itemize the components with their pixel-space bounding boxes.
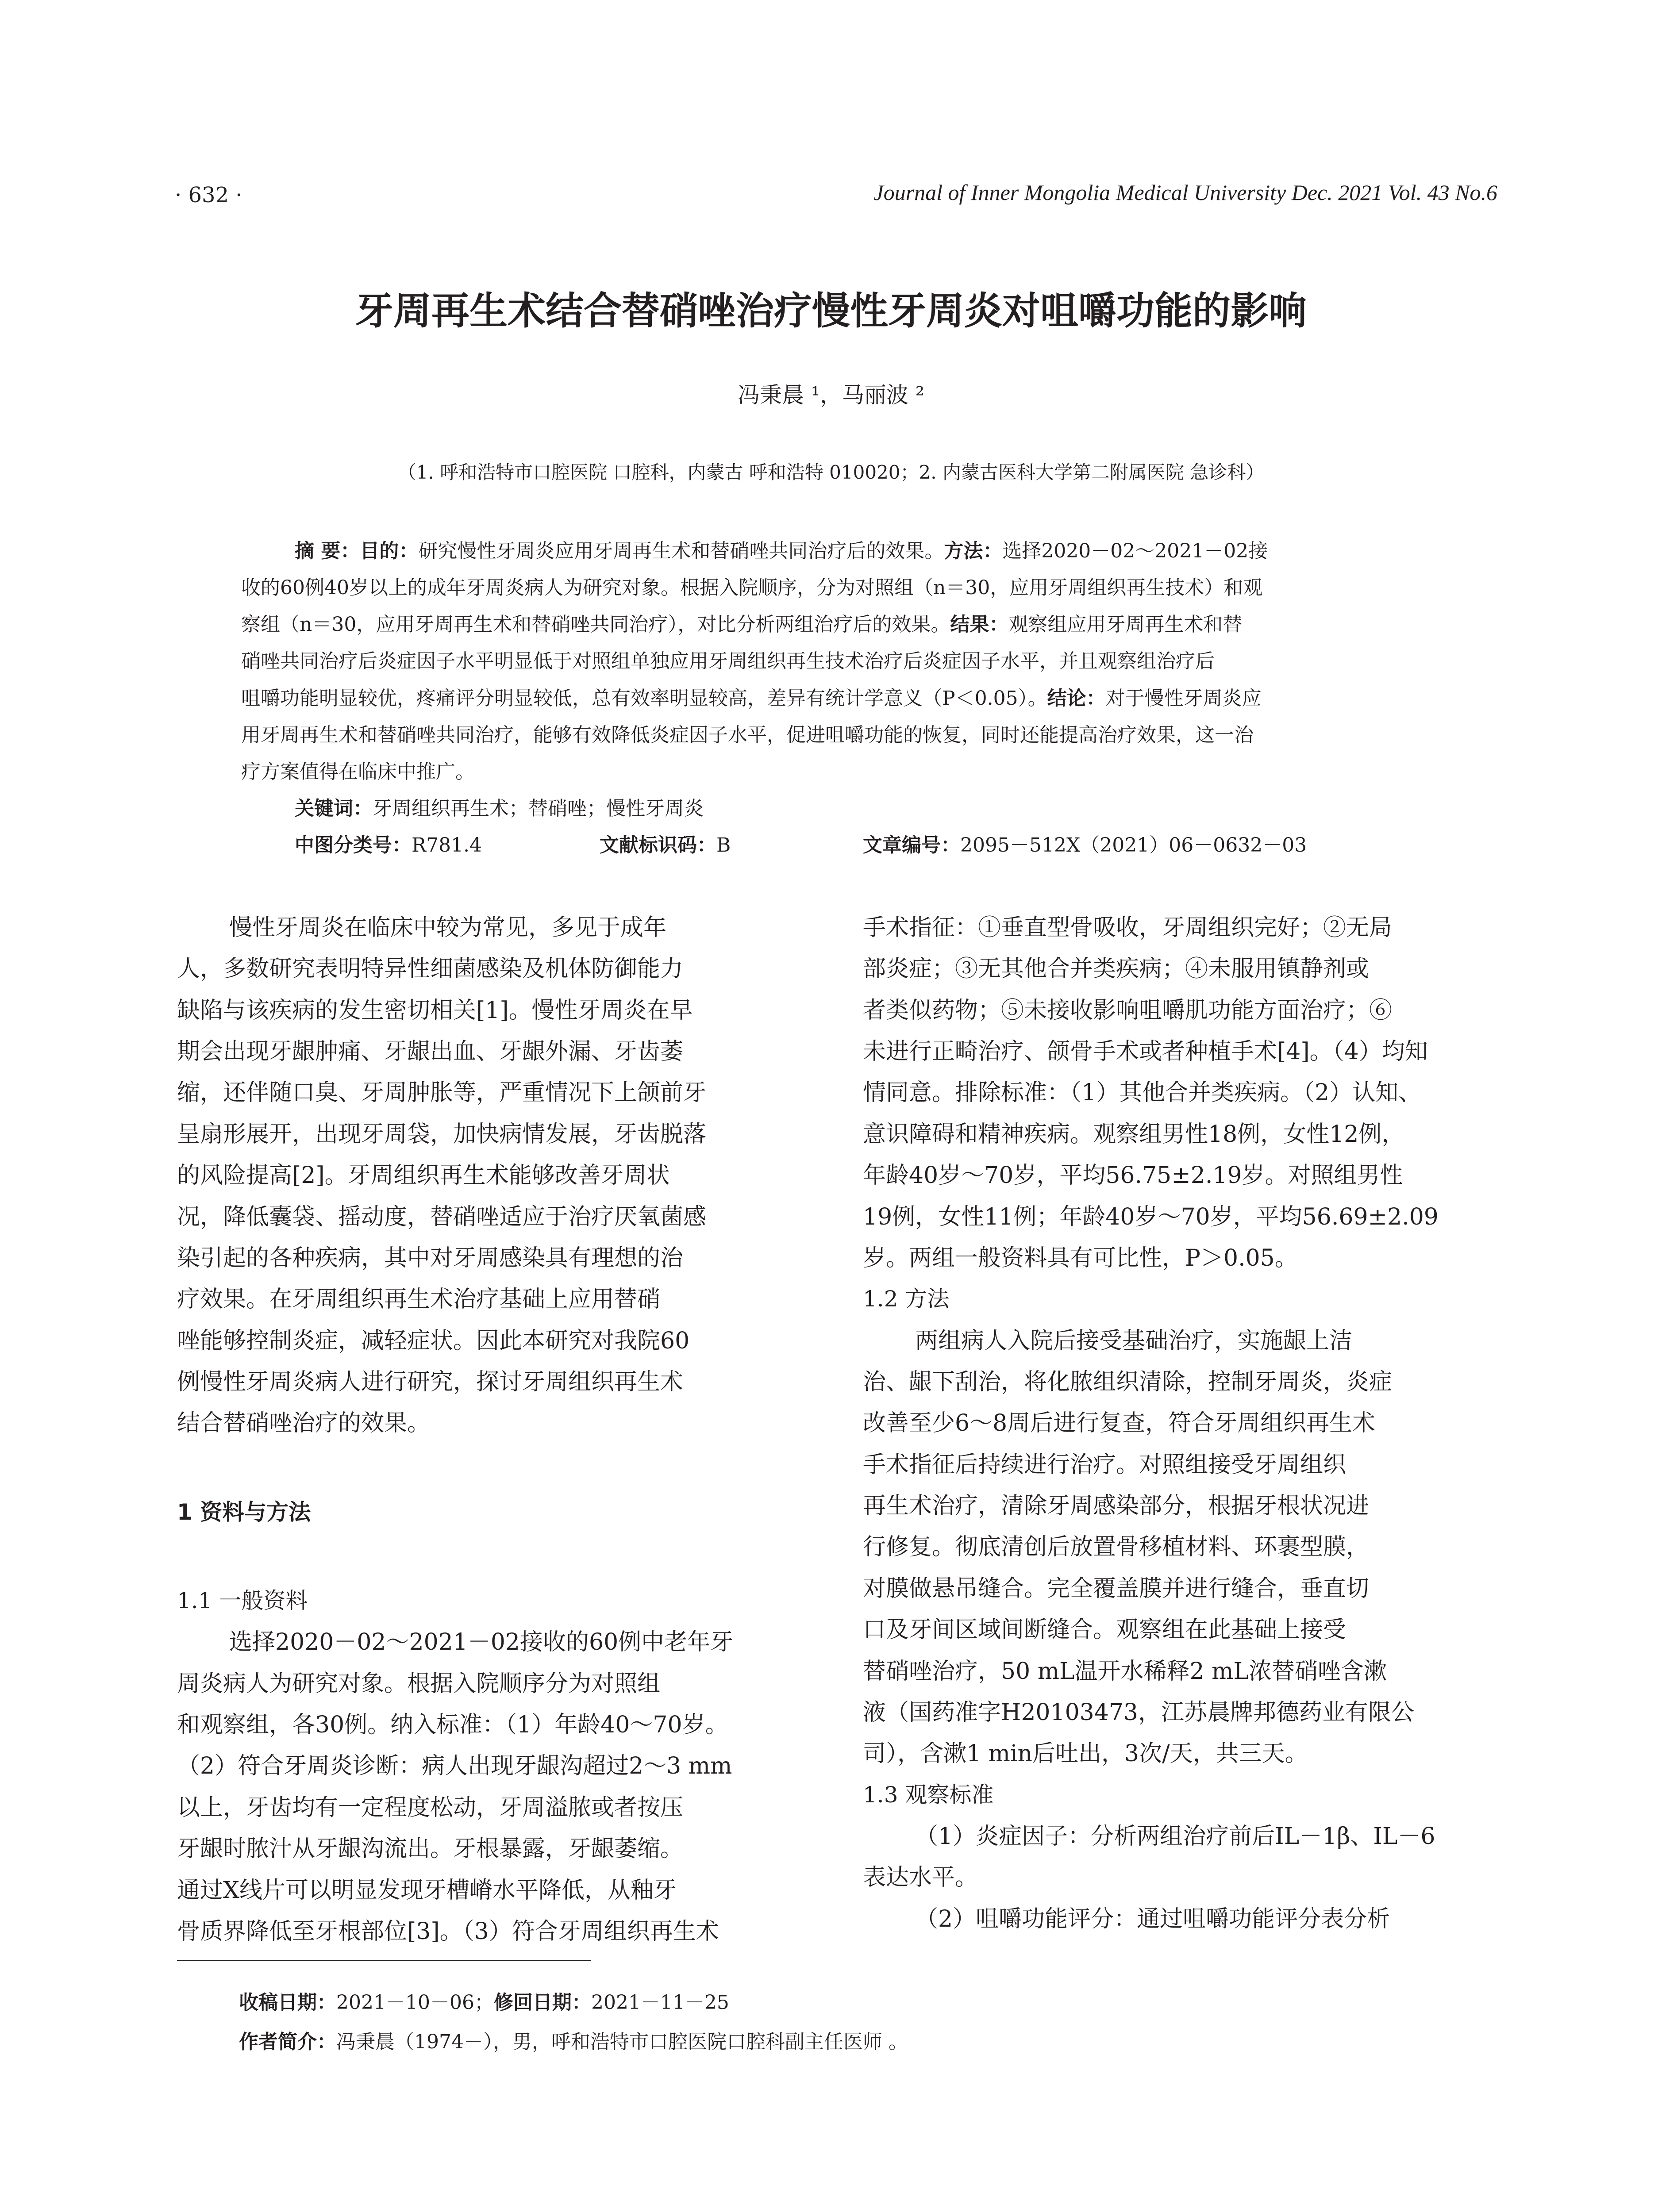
result-label: 结果：: [950, 613, 1009, 636]
body-line: 选择2020－02～2021－02接收的60例中老年牙: [229, 1629, 734, 1655]
author-bio-label: 作者简介：: [239, 2031, 336, 2053]
body-line: 部炎症；③无其他合并类疾病；④未服用镇静剂或: [863, 956, 1370, 982]
body-line: 手术指征：①垂直型骨吸收，牙周组织完好；②无局: [863, 914, 1393, 941]
author-bio: [239, 2032, 908, 2052]
body-line: 液（国药准字H20103473，江苏晨牌邦德药业有限公: [863, 1699, 1415, 1726]
body-line: （2）咀嚼功能评分：通过咀嚼功能评分表分析: [915, 1906, 1390, 1932]
clc-number: [295, 836, 482, 855]
conclusion-label: 结论：: [1047, 687, 1106, 710]
received-dates: [239, 1993, 729, 2012]
doc-code-label: 文献标识码：: [600, 834, 716, 856]
body-line: 对膜做悬吊缝合。完全覆盖膜并进行缝合，垂直切: [863, 1575, 1370, 1602]
abstract-text: 对于慢性牙周炎应: [1105, 687, 1262, 710]
body-line: 两组病人入院后接受基础治疗，实施龈上洁: [915, 1328, 1353, 1354]
abstract-line: [241, 615, 1242, 634]
body-line: 呈扇形展开，出现牙周袋，加快病情发展，牙齿脱落: [177, 1121, 707, 1148]
subsection-heading: 1.1 一般资料: [177, 1588, 308, 1613]
keywords-label: 关键词：: [295, 797, 373, 820]
body-line: 以上，牙齿均有一定程度松动，牙周溢脓或者按压: [177, 1794, 684, 1821]
abstract-text: 研究慢性牙周炎应用牙周再生术和替硝唑共同治疗后的效果。: [418, 540, 944, 562]
body-line: 缩，还伴随口臭、牙周肿胀等，严重情况下上颌前牙: [177, 1079, 707, 1106]
document-code: [600, 836, 731, 855]
body-line: 疗效果。在牙周组织再生术治疗基础上应用替硝: [177, 1286, 661, 1313]
revised-date: 2021－11－25: [591, 1991, 729, 2014]
body-line: 意识障碍和精神疾病。观察组男性18例，女性12例，: [863, 1121, 1405, 1148]
abstract-text: 察组（n＝30，应用牙周再生术和替硝唑共同治疗），对比分析两组治疗后的效果。: [241, 613, 950, 636]
body-line: 者类似药物；⑤未接收影响咀嚼肌功能方面治疗；⑥: [863, 997, 1393, 1024]
abstract-line: [295, 541, 1268, 561]
objective-label: 目的：: [360, 540, 419, 562]
body-line: 骨质界降低至牙根部位[3]。（3）符合牙周组织再生术: [177, 1918, 719, 1945]
received-label: 收稿日期：: [239, 1991, 336, 2014]
article-title: 牙周再生术结合替硝唑治疗慢性牙周炎对咀嚼功能的影响: [355, 289, 1307, 333]
page-number: · 632 ·: [175, 183, 242, 207]
body-line: 例慢性牙周炎病人进行研究，探讨牙周组织再生术: [177, 1369, 684, 1395]
method-label: 方法：: [944, 540, 1003, 562]
body-line: 情同意。排除标准：（1）其他合并类疾病。（2）认知、: [863, 1079, 1422, 1106]
revised-label: 修回日期：: [493, 1991, 591, 2014]
abstract-line: 收的60例40岁以上的成年牙周炎病人为研究对象。根据入院顺序，分为对照组（n＝30，应用牙周组织再生技术）和观: [241, 576, 1263, 599]
body-line: 19例，女性11例；年龄40岁～70岁，平均56.69±2.09: [863, 1204, 1439, 1230]
journal-header: Journal of Inner Mongolia Medical University Dec. 2021 Vol. 43 No.6: [873, 180, 1497, 205]
article-number-value: 2095－512X（2021）06－0632－03: [960, 834, 1307, 856]
abstract-text: 咀嚼功能明显较优，疼痛评分明显较低，总有效率明显较高，差异有统计学意义（P＜0.05）。: [241, 687, 1047, 710]
body-line: 周炎病人为研究对象。根据入院顺序分为对照组: [177, 1671, 661, 1697]
body-line: 年龄40岁～70岁，平均56.75±2.19岁。对照组男性: [863, 1162, 1403, 1189]
body-line: 手术指征后持续进行治疗。对照组接受牙周组织: [863, 1452, 1347, 1478]
body-line: 缺陷与该疾病的发生密切相关[1]。慢性牙周炎在早: [177, 997, 693, 1024]
abstract-line: 用牙周再生术和替硝唑共同治疗，能够有效降低炎症因子水平，促进咀嚼功能的恢复，同时还能提高治疗效果，这一治: [241, 724, 1254, 746]
article-number: [863, 836, 1307, 855]
body-line: 司），含漱1 min后吐出，3次/天，共三天。: [863, 1740, 1308, 1767]
footnote-divider: [177, 1960, 591, 1961]
abstract-label: 摘 要：: [295, 540, 360, 562]
clc-label: 中图分类号：: [295, 834, 412, 856]
abstract-line: 硝唑共同治疗后炎症因子水平明显低于对照组单独应用牙周组织再生技术治疗后炎症因子水平，并且观察组治疗后: [241, 650, 1215, 672]
body-line: 人，多数研究表明特异性细菌感染及机体防御能力: [177, 956, 684, 982]
body-line: 行修复。彻底清创后放置骨移植材料、环裹型膜，: [863, 1534, 1370, 1560]
body-line: （1）炎症因子：分析两组治疗前后IL－1β、IL－6: [915, 1823, 1435, 1850]
affiliation: （1. 呼和浩特市口腔医院 口腔科，内蒙古 呼和浩特 010020；2. 内蒙古医科大学第二附属医院 急诊科）: [397, 461, 1265, 483]
body-line: 岁。两组一般资料具有可比性，P＞0.05。: [863, 1245, 1298, 1271]
clc-value: R781.4: [412, 834, 482, 856]
author-bio-text: 冯秉晨（1974－），男，呼和浩特市口腔医院口腔科副主任医师 。: [336, 2031, 908, 2053]
body-line: 结合替硝唑治疗的效果。: [177, 1410, 431, 1436]
author-list: 冯秉晨 ¹，马丽波 ²: [738, 382, 924, 408]
abstract-line: [241, 689, 1262, 708]
body-line: 表达水平。: [863, 1864, 978, 1891]
body-line: 和观察组，各30例。纳入标准：（1）年龄40～70岁。: [177, 1712, 728, 1738]
subsection-heading: 1.2 方法: [863, 1286, 950, 1312]
body-line: 慢性牙周炎在临床中较为常见，多见于成年: [229, 914, 667, 941]
body-line: 染引起的各种疾病，其中对牙周感染具有理想的治: [177, 1245, 684, 1271]
body-line: 唑能够控制炎症，减轻症状。因此本研究对我院60: [177, 1328, 690, 1354]
body-line: 改善至少6～8周后进行复查，符合牙周组织再生术: [863, 1410, 1376, 1436]
body-line: 通过X线片可以明显发现牙槽嵴水平降低，从釉牙: [177, 1877, 677, 1904]
article-number-label: 文章编号：: [863, 834, 960, 856]
body-line: 牙龈时脓汁从牙龈沟流出。牙根暴露，牙龈萎缩。: [177, 1836, 684, 1862]
body-line: 未进行正畸治疗、颌骨手术或者种植手术[4]。（4）均知: [863, 1038, 1428, 1065]
body-line: 替硝唑治疗，50 mL温开水稀释2 mL浓替硝唑含漱: [863, 1658, 1387, 1685]
body-line: 况，降低囊袋、摇动度，替硝唑适应于治疗厌氧菌感: [177, 1204, 707, 1230]
abstract-text: 观察组应用牙周再生术和替: [1008, 613, 1243, 636]
body-line: 口及牙间区域间断缝合。观察组在此基础上接受: [863, 1617, 1347, 1643]
body-line: （2）符合牙周炎诊断：病人出现牙龈沟超过2～3 mm: [177, 1753, 732, 1779]
subsection-heading: 1.3 观察标准: [863, 1782, 994, 1808]
section-heading: 1 资料与方法: [177, 1499, 311, 1525]
abstract-text: 选择2020－02～2021－02接: [1002, 540, 1268, 562]
body-line: 期会出现牙龈肿痛、牙龈出血、牙龈外漏、牙齿萎: [177, 1038, 684, 1065]
keywords: [295, 799, 704, 818]
keywords-text: 牙周组织再生术；替硝唑；慢性牙周炎: [373, 797, 704, 820]
body-line: 再生术治疗，清除牙周感染部分，根据牙根状况进: [863, 1493, 1370, 1519]
body-line: 的风险提高[2]。牙周组织再生术能够改善牙周状: [177, 1162, 670, 1189]
abstract-line: 疗方案值得在临床中推广。: [241, 760, 475, 783]
doc-code-value: B: [716, 834, 731, 856]
body-line: 治、龈下刮治，将化脓组织清除，控制牙周炎，炎症: [863, 1369, 1393, 1395]
received-date: 2021－10－06；: [336, 1991, 494, 2014]
